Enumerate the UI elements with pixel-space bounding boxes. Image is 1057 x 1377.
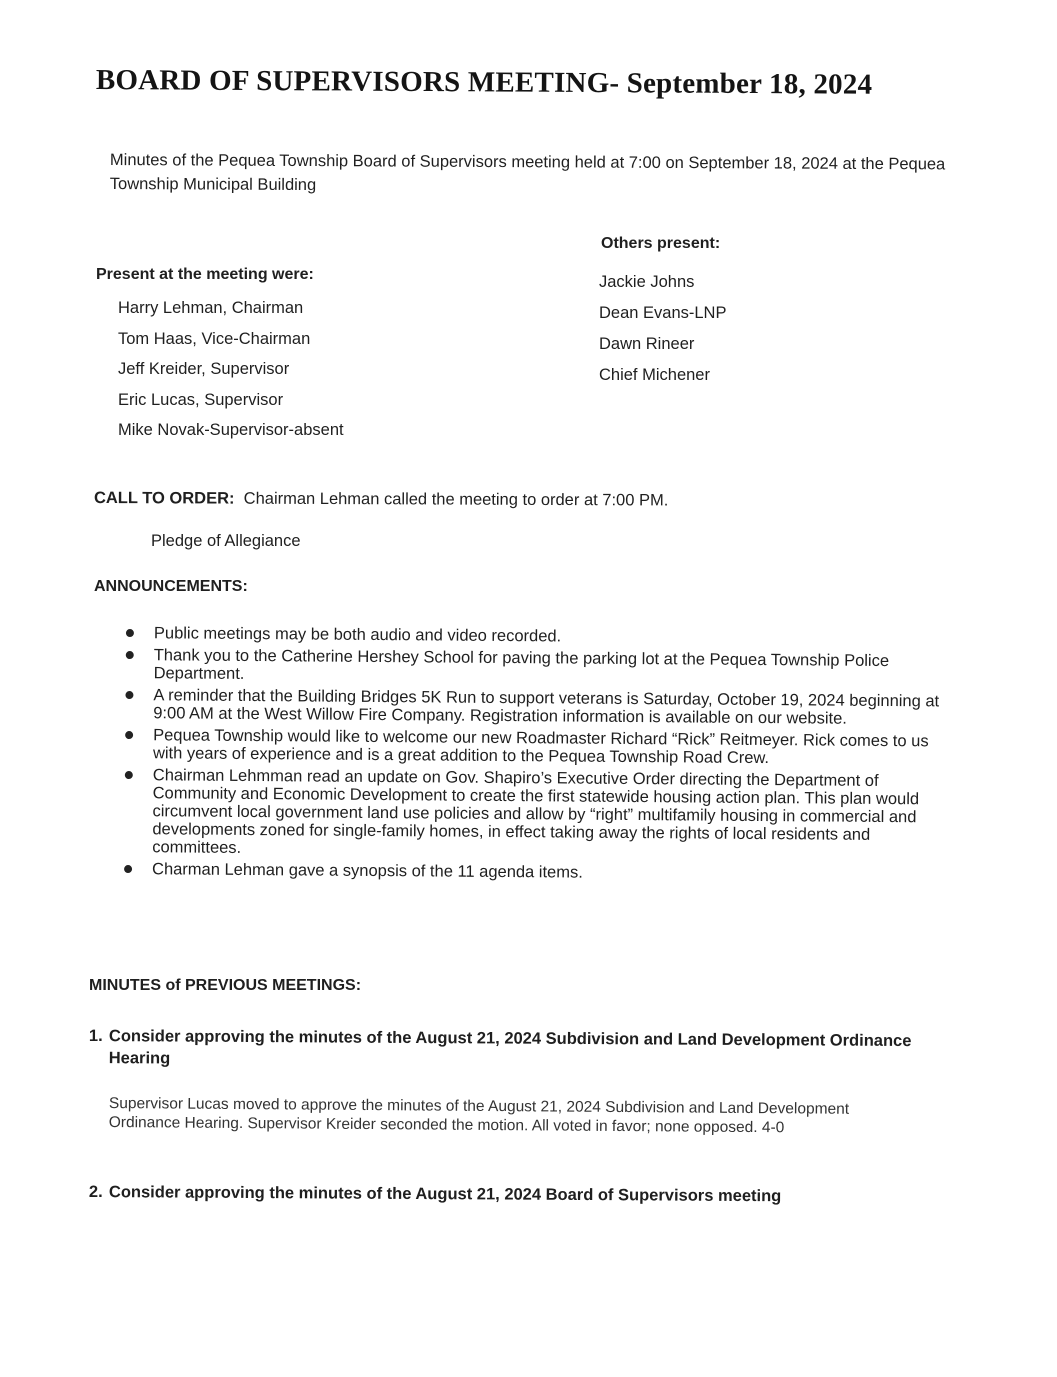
- present-member: Jeff Kreider, Supervisor: [118, 360, 290, 378]
- minutes-item-body: Supervisor Lucas moved to approve the minutes of the August 21, 2024 Subdivision and Land Development Ordinance Hearing. Supervisor Kreider seconded the motion. All voted in favor; none opposed. 4-0: [108, 1095, 850, 1137]
- intro-paragraph: Minutes of the Pequea Township Board of Supervisors meeting held at 7:00 on September 18, 2024 at the Pequea Township Municipal Building: [109, 150, 946, 195]
- item-number: 1.: [88, 1027, 103, 1046]
- present-member: Tom Haas, Vice-Chairman: [118, 329, 311, 348]
- present-list: [118, 296, 344, 449]
- others-present-item: Chief Michener: [599, 366, 710, 384]
- minutes-item-title: 2. Consider approving the minutes of the August 21, 2024 Board of Supervisors meeting: [88, 1183, 782, 1206]
- announcement-item: Pequea Township would like to welcome our new Roadmaster Richard “Rick” Reitmeyer. Rick comes to us with years of experience and is a great addition to the Pequea Township Road Crew.: [123, 726, 958, 769]
- announcement-item: Public meetings may be both audio and video recorded.: [124, 624, 959, 649]
- announcement-item: A reminder that the Building Bridges 5K Run to support veterans is Saturday, October 19, 2024 beginning at 9:00 AM at the West Willow Fire Company. Registration information is available on our website.: [123, 686, 958, 729]
- present-heading: Present at the meeting were:: [96, 266, 314, 283]
- others-present-item: Dean Evans-LNP: [599, 304, 727, 322]
- bullet-icon: [126, 651, 134, 659]
- minutes-heading: MINUTES of PREVIOUS MEETINGS:: [89, 977, 362, 994]
- minutes-item-title: 1. Consider approving the minutes of the August 21, 2024 Subdivision and Land Development Ordinance Hearing: [88, 1027, 912, 1068]
- call-to-order-text: Chairman Lehman called the meeting to order at 7:00 PM.: [243, 489, 669, 510]
- others-present-list: [599, 270, 726, 394]
- present-member: Mike Novak-Supervisor-absent: [118, 421, 344, 439]
- announcement-item: Thank you to the Catherine Hershey School for paving the parking lot at the Pequea Township Police Department.: [124, 646, 959, 689]
- pledge-text: Pledge of Allegiance: [151, 532, 301, 550]
- item-number: 2.: [88, 1183, 103, 1202]
- others-present-item: Jackie Johns: [599, 273, 695, 291]
- others-present-heading: Others present:: [601, 235, 721, 252]
- announcements-heading: ANNOUNCEMENTS:: [94, 578, 248, 595]
- present-member: Harry Lehman, Chairman: [118, 299, 304, 317]
- bullet-icon: [125, 731, 133, 739]
- others-present-item: Dawn Rineer: [599, 335, 695, 353]
- announcements-list: [122, 624, 959, 889]
- bullet-icon: [124, 865, 132, 873]
- bullet-icon: [126, 629, 134, 637]
- announcement-item: Charman Lehman gave a synopsis of the 11 agenda items.: [122, 860, 957, 885]
- present-member: Eric Lucas, Supervisor: [118, 390, 284, 409]
- call-to-order-label: CALL TO ORDER:: [93, 489, 235, 508]
- bullet-icon: [125, 691, 133, 699]
- bullet-icon: [125, 771, 133, 779]
- call-to-order: [94, 489, 894, 511]
- announcement-item: Chairman Lehmman read an update on Gov. Shapiro’s Executive Order directing the Department of Community and Economic Development to create the first statewide housing action plan. This plan would circumvent local government land use policies and allow by “right” multifamily housing in commercial and developments zoned for single-family homes, in effect taking away the rights of local residents and committees.: [122, 766, 958, 863]
- page-title: BOARD OF SUPERVISORS MEETING- September 18, 2024: [95, 64, 873, 101]
